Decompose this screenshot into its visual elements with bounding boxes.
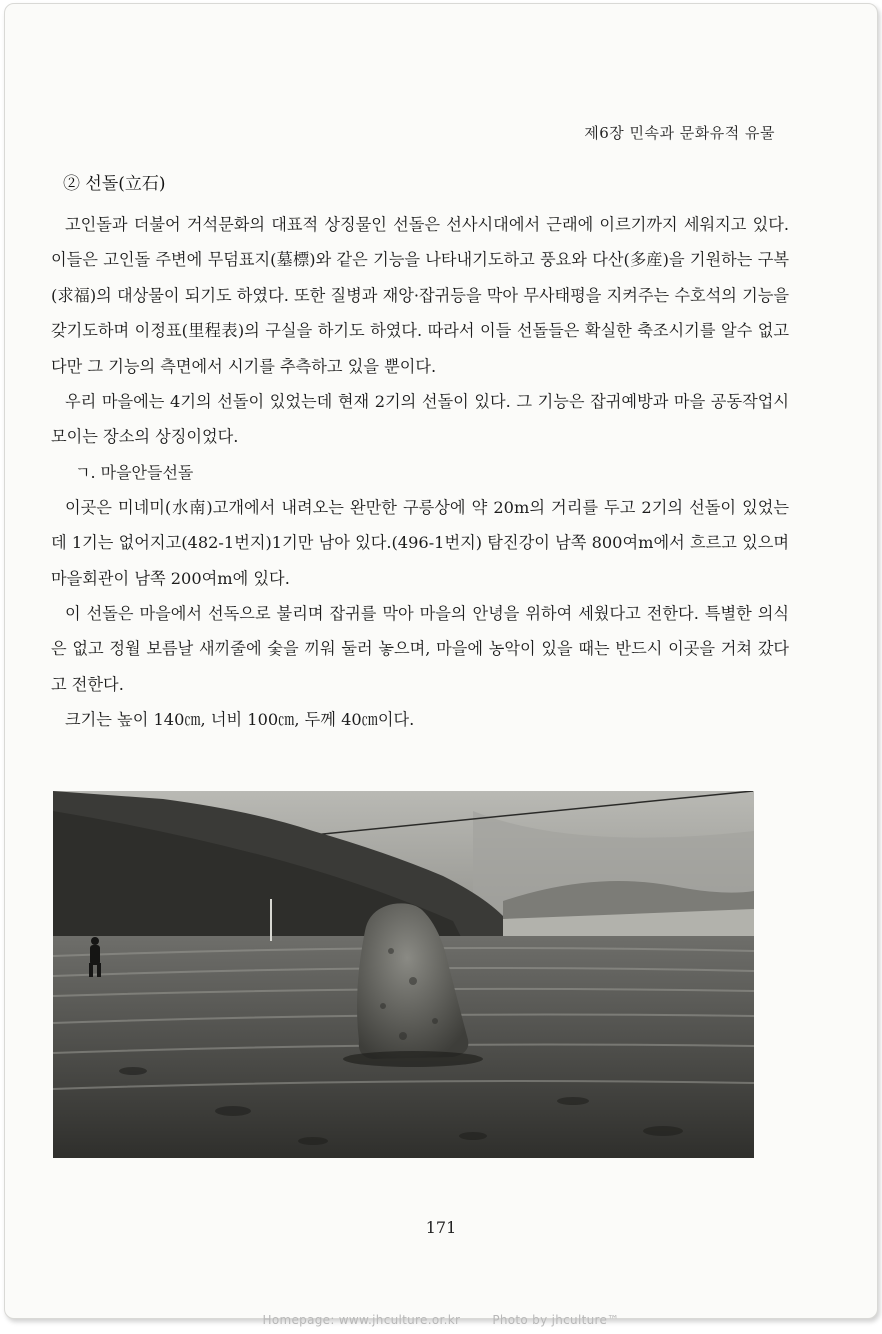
running-header: 제6장 민속과 문화유적 유물 (584, 124, 775, 142)
paragraph: 고인돌과 더불어 거석문화의 대표적 상징물인 선돌은 선사시대에서 근래에 이르기까지 세워지고 있다. 이들은 고인돌 주변에 무덤표지(墓標)와 같은 기능을 나타내기도하고 풍요와 다산(多産)을 기원하는 구복(求福)의 대상물이 되기도 하였다. 또한 질병과 재앙·잡귀등을 막아 무사태평을 지켜주는 수호석의 기능을 갖기도하며 이정표(里程表)의 구실을 하기도 하였다. 따라서 이들 선돌들은 확실한 축조시기를 알수 없고 다만 그 기능의 측면에서 시기를 추측하고 있을 뿐이다. (51, 215, 789, 376)
standing-stone-photo (53, 791, 754, 1158)
paragraph: 이 선돌은 마을에서 선독으로 불리며 잡귀를 막아 마을의 안녕을 위하여 세웠다고 전한다. 특별한 의식은 없고 정월 보름날 새끼줄에 숯을 끼워 둘러 놓으며, 마을에 농악이 있을 때는 반드시 이곳을 거쳐 갔다고 전한다. (51, 604, 789, 694)
subsection-title: ㄱ. 마을안들선돌 (75, 462, 194, 482)
book-page (4, 3, 878, 1319)
section-title: ② 선돌(立石) (63, 174, 166, 194)
body-text (51, 170, 789, 738)
paragraph: 크기는 높이 140㎝, 너비 100㎝, 두께 40㎝이다. (65, 710, 415, 730)
paragraph: 우리 마을에는 4기의 선돌이 있었는데 현재 2기의 선돌이 있다. 그 기능은 잡귀예방과 마을 공동작업시 모이는 장소의 상징이었다. (51, 392, 789, 447)
paragraph: 이곳은 미네미(水南)고개에서 내려오는 완만한 구릉상에 약 20m의 거리를 두고 2기의 선돌이 있었는데 1기는 없어지고(482-1번지)1기만 남아 있다.(496-1번지) 탐진강이 남쪽 800여m에서 흐르고 있으며 마을회관이 남쪽 200여m에 있다. (51, 497, 789, 588)
photo-credit: Photo by jhculture™ (492, 1313, 620, 1327)
page-number: 171 (425, 1218, 457, 1237)
footer (0, 1313, 882, 1327)
homepage-link[interactable]: Homepage: www.jhculture.or.kr (262, 1313, 461, 1327)
